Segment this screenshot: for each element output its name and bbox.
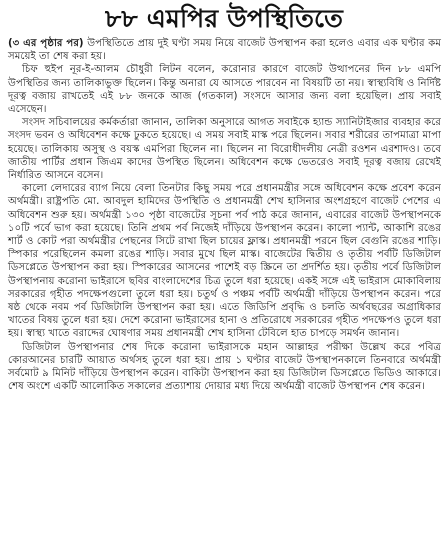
paragraph-5: ডিজিটাল উপস্থাপনার শেষ দিকে করোনা ভাইরাসকে মহান আল্লাহর পরীক্ষা উল্লেখ করে পবিত্র কোরআনের চারটি আয়াত অর্থসহ তুলে ধরা হয়। প্রায় ১ ঘণ্টার বাজেট উপস্থাপনকালে তিনবারে অর্থমন্ত্রী সর্বমোট ৯ মিনিট দাঁড়িয়ে উপস্থাপন করেন। বাকিটা উপস্থাপন করা হয় ডিজিটাল ডিসপ্লেতে ভিডিও আকারে। শেষ অংশে একটি আলোকিত সকালের প্রত্যাশায় দোয়ার মধ্য দিয়ে অর্থমন্ত্রী বাজেট উপস্থাপন শেষ করেন। <box>8 341 441 393</box>
headline: ৮৮ এমপির উপস্থিতিতে <box>104 4 344 33</box>
continued-from-label: (৩ এর পৃষ্ঠার পর) <box>8 38 84 49</box>
paragraph-2: চিফ হুইপ নূর-ই-আলম চৌধুরী লিটন বলেন, করোনার কারণে বাজেট উত্থাপনের দিন ৮৮ এমপি উপস্থিতির জন্য তালিকাভুক্ত ছিলেন। কিন্তু অনারা যে আসতে পারবেন না বিষয়টি তা নয়। স্বাস্থ্যবিধি ও নির্দিষ্ট দূরত্ব বজায় রাখতেই এই ৮৮ জনকে আজ (গতকাল) সংসদে আসার জন্য বলা হয়েছিল। প্রায় সবাই এসেছেন। <box>8 64 441 116</box>
paragraph-4: কালো লেদারের ব্যাগ নিয়ে বেলা তিনটার কিছু সময় পরে প্রধানমন্ত্রীর সঙ্গে অধিবেশন কক্ষে প্রবেশ করেন অর্থমন্ত্রী। রাষ্ট্রপতি মো. আবদুল হামিদের উপস্থিতি ও প্রধানমন্ত্রী শেখ হাসিনার অংশগ্রহণে বাজেট পেশের এ অধিবেশন শুরু হয়। অর্থমন্ত্রী ১৩০ পৃষ্ঠা বাজেটের সূচনা পর্ব পাঠ করে জানান, এবারের বাজেট উপস্থাপনকে ১০টি পর্বে ভাগ করা হয়েছে। তিনি প্রথম পর্ব নিজেই দাঁড়িয়ে উপস্থাপন করেন। কালো প্যান্ট, আকাশি রঙের শার্ট ও কোট পরা অর্থমন্ত্রীর পেছনের সিটে রাখা ছিল চায়ের ফ্লাস্ক। প্রধানমন্ত্রী পরনে ছিল বেগুনি রঙের শাড়ি। স্পিকার পরেছিলেন কমলা রঙের শাড়ি। সবার মুখে ছিল মাস্ক। বাজেটের দ্বিতীয় ও তৃতীয় পর্বটি ডিজিটাল ডিসপ্লেতে উপস্থাপন করা হয়। স্পিকারের আসনের পাশেই বড় স্ক্রিনে তা প্রদর্শিত হয়। তৃতীয় পর্বে ডিজিটাল উপস্থাপনায় করোনা ভাইরাসে ছবির বাংলাদেশের চিত্র তুলে ধরা হয়েছে। একই সঙ্গে এই ভাইরাস মোকাবিলায় সরকারের গৃহীত পদক্ষেপগুলো তুলে ধরা হয়। চতুর্থ ও পঞ্চম পর্বটি অর্থমন্ত্রী দাঁড়িয়ে উপস্থাপন করেন। পরে ষষ্ঠ থেকে নবম পর্ব ডিজিটালি উপস্থাপন করা হয়। এতে জিডিপি প্রবৃদ্ধি ও চলতি অর্থবছরের অগ্রাধিকার খাতের বিষয় তুলে ধরা হয়। দেশে করোনা ভাইরাসের হানা ও প্রতিরোধে সরকারের গৃহীত পদক্ষেপও তুলে ধরা হয়। স্বাস্থ্য খাতে বরাদ্দের ঘোষণার সময় প্রধানমন্ত্রী শেখ হাসিনা টেবিলে হাত চাপড়ে সমর্থন জানান। <box>8 183 441 340</box>
paragraph-1 <box>8 37 441 63</box>
paragraph-3: সংসদ সচিবালয়ের কর্মকর্তারা জানান, তালিকা অনুসারে আগত সবাইকে হ্যান্ড স্যানিটাইজার ব্যবহার করে সংসদ ভবন ও অধিবেশন কক্ষে ঢুকতে হয়েছে। এ সময় সবাই মাস্ক পরে ছিলেন। সবার শরীরের তাপমাত্রা মাপা হয়েছে। তালিকায় অসুস্থ ও বয়স্ক এমপিরা ছিলেন না। ছিলেন না বিরোধীদলীয় নেত্রী রওশন এরশাদও। তবে জাতীয় পার্টির প্রধান জিএম কাদের উপস্থিত ছিলেন। অধিবেশন কক্ষে ভেতরেও সবাই দূরত্ব বজায় রেখেই নির্ধারিত আসনে বসেন। <box>8 117 441 182</box>
article-body <box>0 37 448 393</box>
paragraph-1-text: উপস্থিতিতে প্রায় দুই ঘণ্টা সময় নিয়ে বাজেট উপস্থাপন করা হলেও এবার এক ঘণ্টার কম সময়েই তা শেষ করা হয়। <box>8 38 441 63</box>
